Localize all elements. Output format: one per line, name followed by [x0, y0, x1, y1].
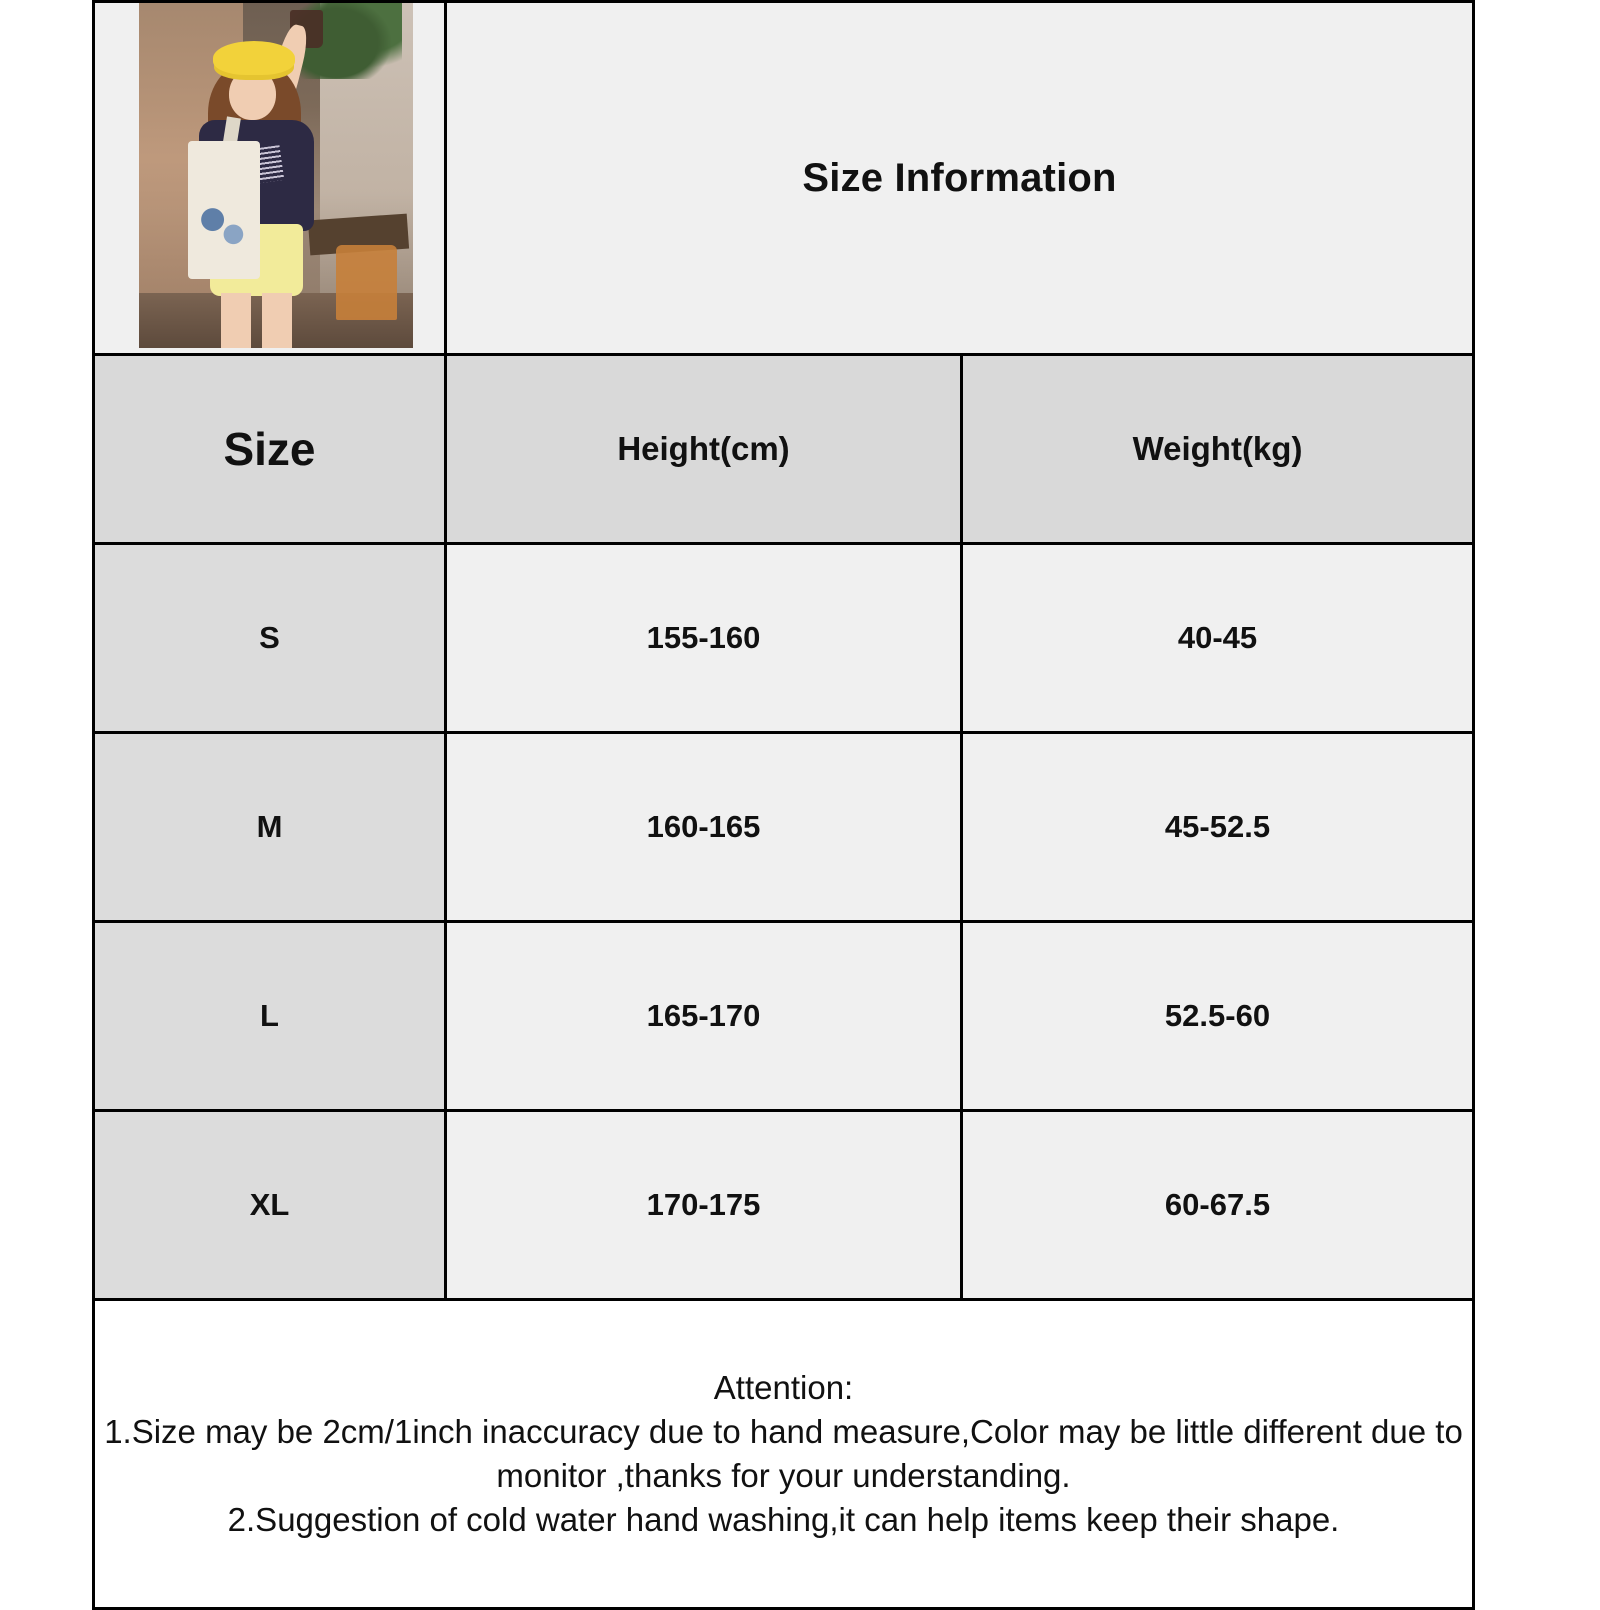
photo-yellow-hat: [213, 41, 295, 76]
photo-bag-print: [197, 196, 249, 255]
header-size: Size: [94, 355, 446, 544]
cell-weight-l: 52.5-60: [962, 922, 1474, 1111]
cell-size-s: S: [94, 544, 446, 733]
table-row: [94, 544, 1474, 733]
cell-weight-m: 45-52.5: [962, 733, 1474, 922]
attention-cell: [94, 1300, 1474, 1609]
cell-height-m: 160-165: [446, 733, 962, 922]
cell-height-s: 155-160: [446, 544, 962, 733]
attention-row: [94, 1300, 1474, 1609]
table-header-row: [94, 355, 1474, 544]
attention-heading: Attention:: [713, 1369, 854, 1407]
size-information-table: [92, 0, 1475, 1610]
cell-size-xl: XL: [94, 1111, 446, 1300]
photo-chair: [336, 245, 396, 321]
table-row: [94, 922, 1474, 1111]
photo-face: [229, 69, 276, 121]
cell-height-xl: 170-175: [446, 1111, 962, 1300]
attention-note-2: 2.Suggestion of cold water hand washing,it can help items keep their shape.: [227, 1500, 1340, 1538]
cell-weight-s: 40-45: [962, 544, 1474, 733]
photo-leg-right: [262, 293, 292, 348]
attention-note-1: 1.Size may be 2cm/1inch inaccuracy due to hand measure,Color may be little different due to monitor ,thanks for your understanding.: [104, 1413, 1463, 1494]
attention-block: [95, 1366, 1472, 1542]
banner-row: [94, 2, 1474, 355]
product-photo-cell: [94, 2, 446, 355]
photo-leg-left: [221, 293, 251, 348]
cell-height-l: 165-170: [446, 922, 962, 1111]
cell-size-l: L: [94, 922, 446, 1111]
header-weight: Weight(kg): [962, 355, 1474, 544]
page-title: Size Information: [446, 2, 1474, 355]
header-height: Height(cm): [446, 355, 962, 544]
table-row: [94, 1111, 1474, 1300]
table-row: [94, 733, 1474, 922]
cell-size-m: M: [94, 733, 446, 922]
product-photo: [139, 3, 413, 348]
cell-weight-xl: 60-67.5: [962, 1111, 1474, 1300]
